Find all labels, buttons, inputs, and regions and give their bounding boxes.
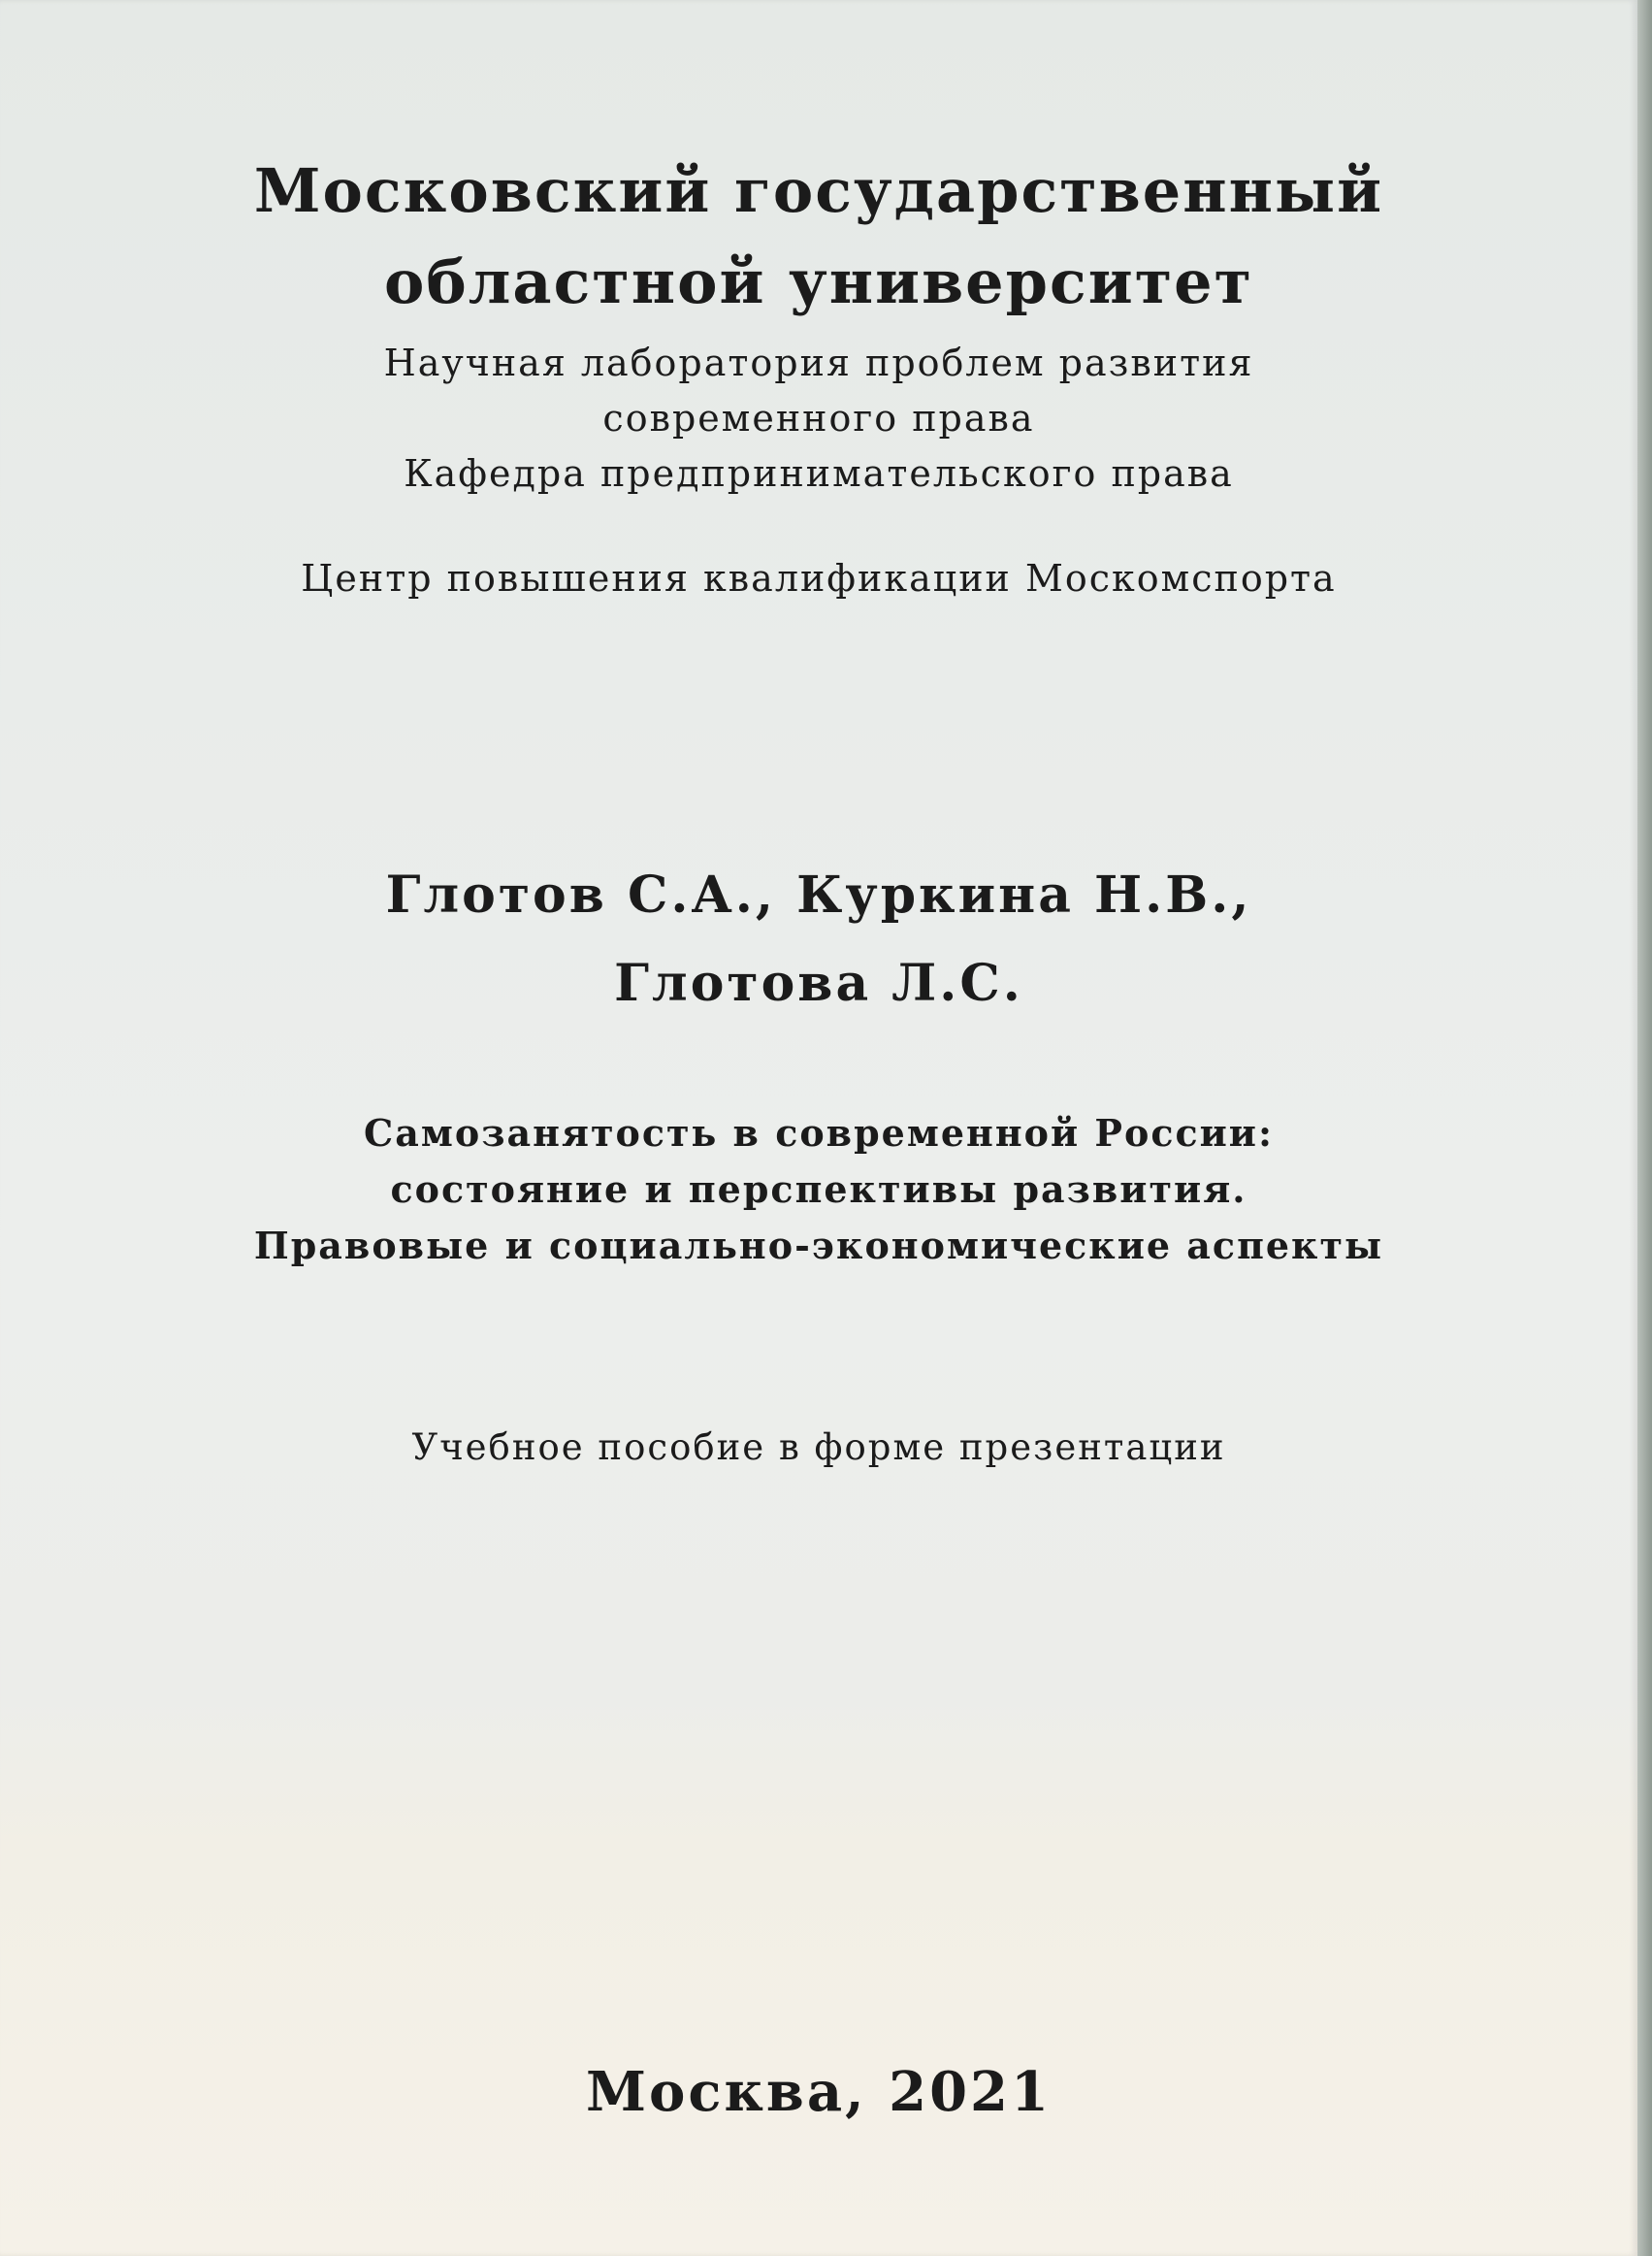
page-edge-shadow [1637,0,1652,2256]
training-center-text: Центр повышения квалификации Москомспорта [301,557,1337,600]
book-title-line-3: Правовые и социально-экономические аспекты [253,1224,1384,1267]
city-year-text: Москва, 2021 [586,2060,1052,2124]
authors [0,851,1637,1028]
book-title [0,1105,1637,1274]
publication-type [0,1422,1637,1473]
training-center [0,551,1637,606]
authors-line-1: Глотов С.А., Куркина Н.В., [385,866,1252,925]
department-line-1: Научная лаборатория проблем развития [383,342,1254,384]
department-line-3: Кафедра предпринимательского права [404,452,1234,495]
university-name [0,146,1637,328]
university-name-line-2: областной университет [383,246,1253,317]
city-year [0,2055,1637,2129]
department-line-2: современного права [602,397,1035,440]
book-title-line-1: Самозанятость в современной России: [363,1111,1274,1155]
departments [0,336,1637,502]
book-title-line-2: состояние и перспективы развития. [390,1167,1247,1211]
publication-type-text: Учебное пособие в форме презентации [411,1426,1226,1468]
university-name-line-1: Московский государственный [253,155,1384,226]
authors-line-2: Глотова Л.С. [614,954,1023,1013]
